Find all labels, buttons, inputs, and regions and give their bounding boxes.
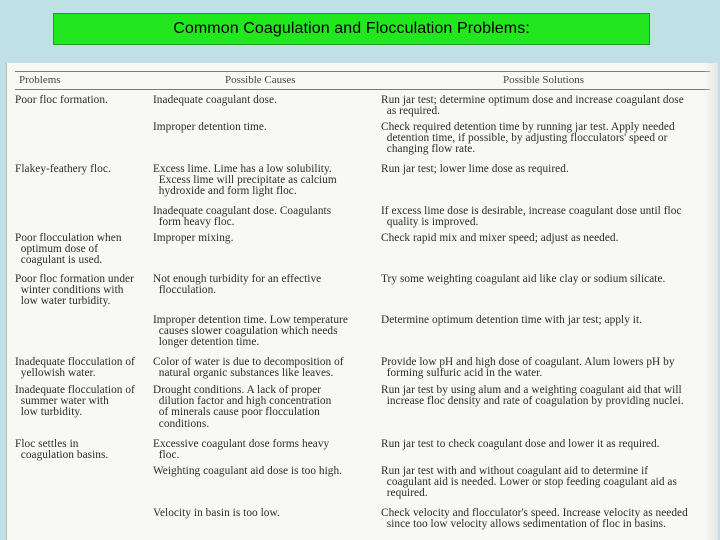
solution-cell: Determine optimum detention time with jar test; apply it. bbox=[381, 314, 643, 326]
cause-cell: Drought conditions. A lack of proper dilution factor and high concentration of minerals cause poor flocculation conditions. bbox=[153, 384, 332, 430]
solution-cell: If excess lime dose is desirable, increase coagulant dose until floc quality is improved. bbox=[381, 205, 682, 229]
solution-cell: Provide low pH and high dose of coagulant. Alum lowers pH by forming sulfuric acid in the water. bbox=[381, 356, 675, 380]
scanned-table bbox=[6, 63, 718, 540]
solution-cell: Run jar test by using alum and a weighting coagulant aid that will increase floc density and rate of coagulation by providing nuclei. bbox=[381, 384, 684, 408]
solution-cell: Try some weighting coagulant aid like clay or sodium silicate. bbox=[381, 273, 666, 285]
solution-cell: Run jar test; determine optimum dose and increase coagulant dose as required. bbox=[381, 94, 684, 118]
problem-cell: Poor floc formation under winter conditions with low water turbidity. bbox=[15, 273, 134, 308]
cause-cell: Not enough turbidity for an effective flocculation. bbox=[153, 273, 322, 297]
banner-colon: : bbox=[525, 20, 530, 37]
solution-cell: Run jar test; lower lime dose as required. bbox=[381, 163, 569, 175]
table-top-rule bbox=[15, 71, 710, 72]
solution-cell: Run jar test to check coagulant dose and lower it as required. bbox=[381, 438, 660, 450]
solution-cell: Check rapid mix and mixer speed; adjust as needed. bbox=[381, 232, 619, 244]
solution-cell: Run jar test with and without coagulant aid to determine if coagulant aid is needed. Lower or stop feeding coagulant aid as required. bbox=[381, 465, 677, 500]
solution-cell: Check velocity and flocculator's speed. Increase velocity as needed since too low velocity allows sedimentation of floc in basins. bbox=[381, 507, 688, 531]
cause-cell: Improper detention time. bbox=[153, 121, 267, 133]
cause-cell: Improper mixing. bbox=[153, 232, 234, 244]
solution-cell: Check required detention time by running jar test. Apply needed detention time, if possible, by adjusting flocculators' speed or changing flow rate. bbox=[381, 121, 675, 156]
cause-cell: Excessive coagulant dose forms heavy floc. bbox=[153, 438, 330, 462]
cause-cell: Improper detention time. Low temperature causes slower coagulation which needs longer detention time. bbox=[153, 314, 348, 349]
problem-cell: Inadequate flocculation of yellowish water. bbox=[15, 356, 135, 380]
problem-cell: Flakey-feathery floc. bbox=[15, 163, 111, 175]
title-banner bbox=[53, 13, 650, 45]
header-solutions: Possible Solutions bbox=[503, 74, 584, 86]
problem-cell: Poor floc formation. bbox=[15, 94, 108, 106]
cause-cell: Excess lime. Lime has a low solubility. Excess lime will precipitate as calcium hydroxide and form light floc. bbox=[153, 163, 337, 198]
cause-cell: Inadequate coagulant dose. bbox=[153, 94, 277, 106]
cause-cell: Velocity in basin is too low. bbox=[153, 507, 280, 519]
cause-cell: Color of water is due to decomposition of natural organic substances like leaves. bbox=[153, 356, 344, 380]
banner-title: Common Coagulation and Flocculation Problems bbox=[173, 20, 526, 37]
cause-cell: Weighting coagulant aid dose is too high. bbox=[153, 465, 343, 477]
header-causes: Possible Causes bbox=[225, 74, 296, 86]
problem-cell: Floc settles in coagulation basins. bbox=[15, 438, 109, 462]
problem-cell: Poor flocculation when optimum dose of coagulant is used. bbox=[15, 232, 122, 267]
problem-cell: Inadequate flocculation of summer water with low turbidity. bbox=[15, 384, 135, 419]
header-rule bbox=[15, 89, 710, 90]
header-problems: Problems bbox=[19, 74, 61, 86]
scan-edge-shadow bbox=[704, 63, 718, 540]
cause-cell: Inadequate coagulant dose. Coagulants form heavy floc. bbox=[153, 205, 332, 229]
